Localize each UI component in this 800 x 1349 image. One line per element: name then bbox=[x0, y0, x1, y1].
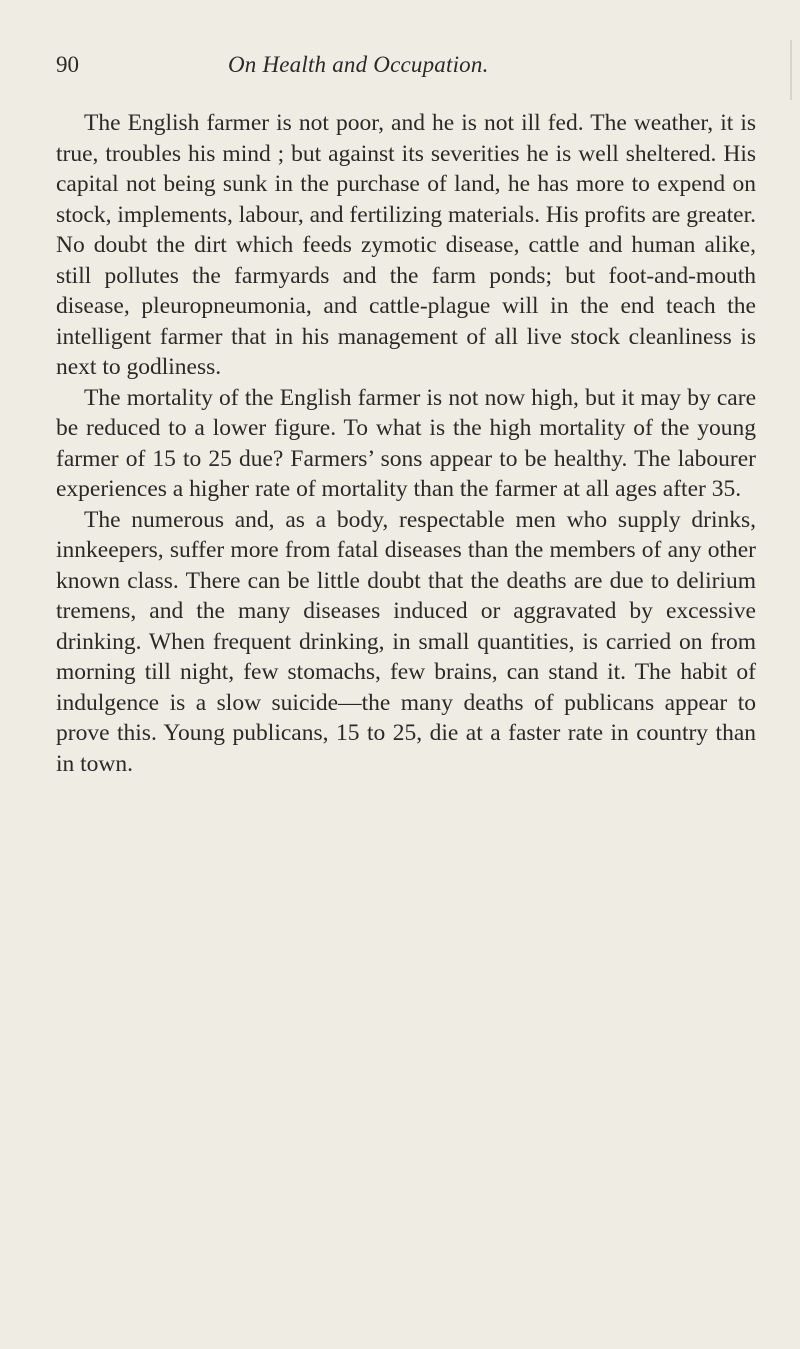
running-title: On Health and Occupation. bbox=[228, 52, 489, 77]
page-edge-shadow bbox=[790, 40, 792, 100]
paragraph-publicans: The numerous and, as a body, respectable men who supply drinks, innkeepers, suffer more from fatal diseases than the members of any other known class. There can be little doubt that the deaths are due to delirium tremens, and the many diseases induced or aggravated by excessive drinking. When frequent drinking, in small quantities, is carried on from morning till night, few stomachs, few brains, can stand it. The habit of indulgence is a slow suicide—the many deaths of publicans appear to prove this. Young publicans, 15 to 25, die at a faster rate in country than in town. bbox=[56, 506, 756, 777]
page-header bbox=[56, 52, 756, 92]
paragraph-farmer: The English farmer is not poor, and he is not ill fed. The weather, it is true, troubles his mind ; but against its severities he is well sheltered. His capital not being sunk in the purchase of land, he has more to expend on stock, implements, labour, and fertilizing materials. His profits are greater. No doubt the dirt which feeds zymotic disease, cattle and human alike, still pollutes the farmyards and the farm ponds; but foot-and-mouth disease, pleuropneumonia, and cattle-plague will in the end teach the intelligent farmer that in his management of all live stock cleanliness is next to godliness. bbox=[56, 110, 756, 380]
paragraph-mortality: The mortality of the English farmer is not now high, but it may by care be reduced to a lower figure. To what is the high mortality of the young farmer of 15 to 25 due? Farmers’ sons appear to be healthy. The labourer experiences a higher rate of mortality than the farmer at all ages after 35. bbox=[56, 384, 756, 502]
body-text bbox=[56, 108, 756, 779]
page-number: 90 bbox=[56, 52, 79, 77]
